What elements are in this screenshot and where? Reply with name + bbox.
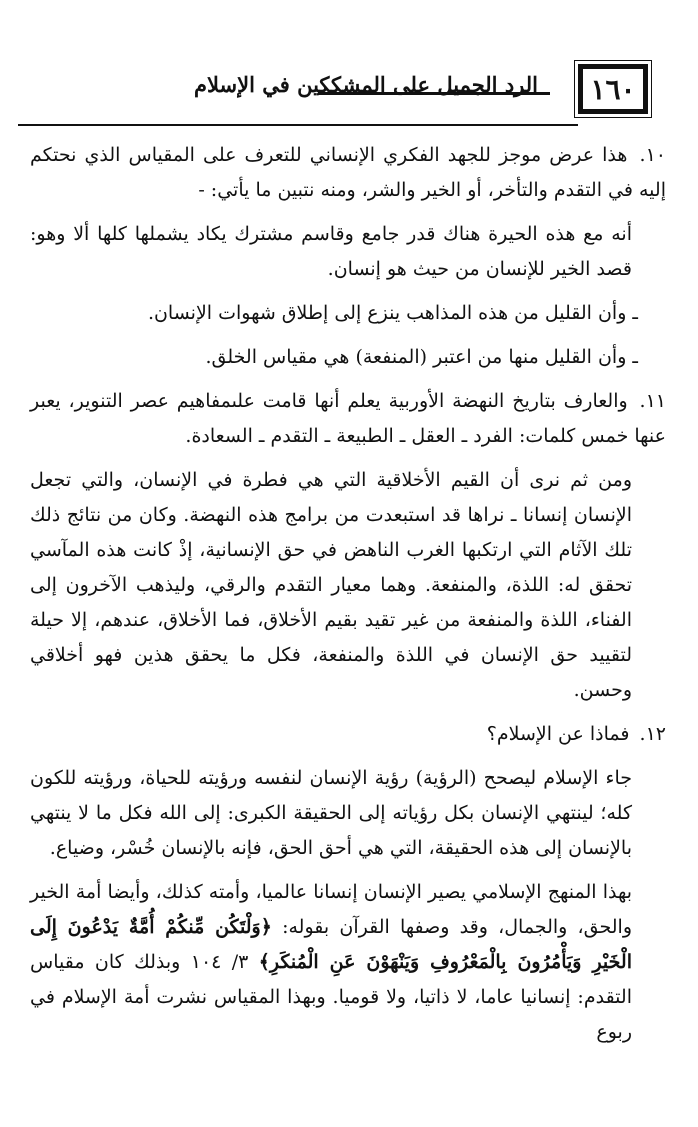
bullet-item: ـ وأن القليل من هذه المذاهب ينزع إلى إطلاق شهوات الإنسان.	[147, 302, 638, 324]
section-10-lead	[30, 138, 666, 208]
header-underline	[18, 124, 578, 126]
section-11-paragraph: ومن ثم نرى أن القيم الأخلاقية التي هي فطرة في الإنسان، والتي تجعل الإنسان إنسانا ـ نراها قد استبعدت من برامج هذه النهضة. وكان من نتائج ذلك تلك الآثام التي ارتكبها الغرب الناهض في حق الإنسانية، إذْ كانت هذه المآسي تحقق له: اللذة، والمنفعة. وهما معيار التقدم والرقي، وليذهب الآخرون إلى الفناء، اللذة والمنفعة من غير تقيد بقيم الأخلاق، فما الأخلاق، عندهم، إلا حيلة لتقييد حق الإنسان في اللذة والمنفعة، فكل ما يحقق هذين فهو أخلاقي وحسن.	[30, 469, 632, 701]
paragraph-text: بهذا المنهج الإسلامي يصير الإنسان إنسانا عالميا، وأمته كذلك، وأيضا أمة الخير والحق، والجمال، وقد وصفها القرآن بقوله:	[30, 881, 632, 938]
quran-verse: ﴿وَلْتَكُن مِّنكُمْ أُمَّةٌ يَدْعُونَ إِلَى الْخَيْرِ وَيَأْمُرُونَ بِالْمَعْرُوفِ وَيَنْهَوْنَ عَنِ الْمُنكَرِ﴾	[30, 916, 633, 973]
running-title: الرد الجميل على المشككين في الإسلام	[194, 72, 538, 97]
verse-reference: ٣/ ١٠٤	[190, 951, 249, 973]
section-12-paragraph: جاء الإسلام ليصحح (الرؤية) رؤية الإنسان لنفسه ورؤيته للحياة، ورؤيته للكون كله؛ لينتهي الإنسان بكل رؤياته إلى الحقيقة الكبرى: إلى الله فكل ما لا ينتهي بالإنسان إلى هذه الحقيقة، التي هي أحق الحق، فإنه بالإنسان خُسْر، وضياع.	[30, 767, 632, 859]
section-12-paragraph-quran	[30, 875, 632, 1050]
page-header	[0, 0, 698, 130]
section-12-lead	[30, 717, 666, 752]
section-11-lead	[30, 384, 666, 454]
paragraph-text: هذا عرض موجز للجهد الفكري الإنساني للتعرف على المقياس الذي نحتكم إليه في التقدم والتأخر، أو الخير والشر، ومنه نتبين ما يأتي: -	[30, 144, 666, 201]
page-number: ١٦٠	[578, 64, 648, 114]
section-number: ١١.	[639, 390, 666, 412]
paragraph-text: وبذلك كان مقياس التقدم: إنسانيا عاما، لا ذاتيا، ولا قوميا. وبهذا المقياس نشرت أمة الإسلام في ربوع	[30, 951, 632, 1043]
section-number: ١٠.	[639, 144, 666, 166]
bullet-item: ـ وأن القليل منها من اعتبر (المنفعة) هي مقياس الخلق.	[205, 346, 638, 368]
section-number: ١٢.	[639, 723, 666, 745]
section-10-paragraph: أنه مع هذه الحيرة هناك قدر جامع وقاسم مشترك يكاد يشملها كلها ألا وهو: قصد الخير للإنسان من حيث هو إنسان.	[30, 223, 632, 280]
paragraph-text: والعارف بتاريخ النهضة الأوربية يعلم أنها قامت علىمفاهيم عصر التنوير، يعبر عنها خمس كلمات: الفرد ـ العقل ـ الطبيعة ـ التقدم ـ السعادة.	[30, 390, 666, 447]
paragraph-text: فماذا عن الإسلام؟	[486, 723, 630, 745]
page-body	[30, 138, 666, 1059]
